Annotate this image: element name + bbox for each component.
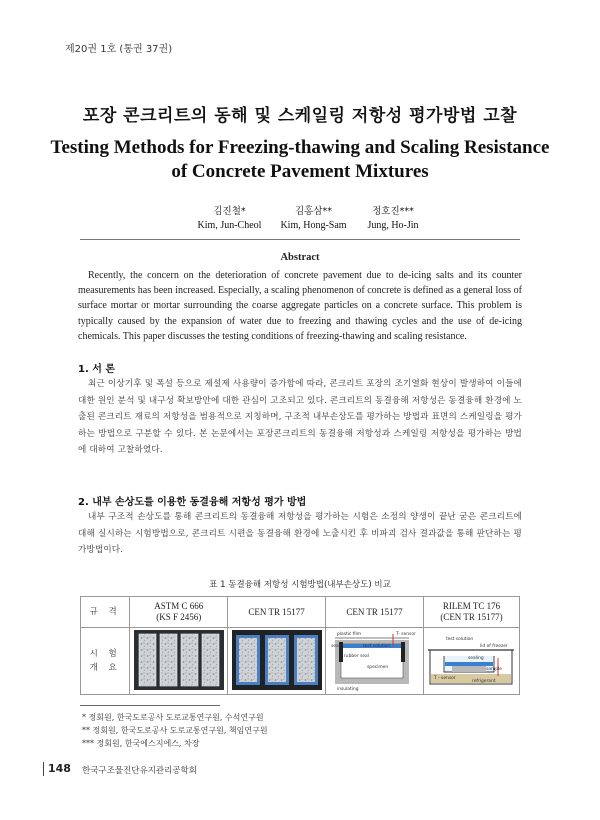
test-solution-layer xyxy=(445,662,493,666)
label-lid-of-freezer: lid of freezer xyxy=(480,644,509,649)
specimen-prism-3 xyxy=(181,634,198,686)
row-label-figure-line1: 시 험 xyxy=(89,649,121,659)
rilem-setup-diagram xyxy=(424,628,518,692)
author-3 xyxy=(348,203,438,231)
table-header-row xyxy=(81,597,520,628)
label-sample: sample xyxy=(486,667,503,672)
label-sealing: sealing xyxy=(468,656,485,661)
specimen-prism-4 xyxy=(202,634,219,686)
footnote-1: * 정회원, 한국도로공사 도로교통연구원, 수석연구원 xyxy=(82,713,264,722)
column-header-astm-line1: ASTM C 666 xyxy=(154,601,204,611)
label-insulating: insulating xyxy=(336,687,358,692)
table-figure-row xyxy=(81,628,520,695)
label-test-solution: test solution xyxy=(446,637,474,642)
abstract-heading: Abstract xyxy=(280,252,320,263)
label-specimen: specimen xyxy=(366,665,388,670)
column-header-astm xyxy=(130,597,228,628)
label-t-sensor: T - sensor xyxy=(434,676,457,681)
table-caption: 표 1 동결융해 저항성 시험방법(내부손상도) 비교 xyxy=(209,580,391,590)
label-plastic-film: plastic film xyxy=(336,632,361,637)
title-english-line2: of Concrete Pavement Mixtures xyxy=(171,161,429,182)
footnote-2: ** 정회원, 한국도로공사 도로교통연구원, 책임연구원 xyxy=(82,726,268,735)
rilem-setup-diagram-cell xyxy=(423,628,519,695)
astm-specimen-photo-cell xyxy=(130,628,228,695)
author-1-korean: 김진철* xyxy=(213,206,246,217)
author-2-english: Kim, Hong-Sam xyxy=(280,220,347,231)
column-header-cen-1: CEN TR 15177 xyxy=(228,597,326,628)
section-1-body: 최근 이상기후 및 폭설 등으로 제설제 사용량이 증가함에 따라, 콘크리트 포장의 조기열화 현상이 발생하여 이들에 대한 원인 분석 및 내구성 확보방안에 대한 관심이 고조되고 있다. 콘크리트의 동결융해 저항성은 동결융해 환경에 노출된 콘크리트 재료의 저항성을 범용적으로 지칭하며, 구조적 내부손상도를 평가하는 방법과 표면의 스케일링을 평가하는 방법으로 구분할 수 있다. 본 논문에서는 포장콘크리트의 동결융해 저항성과 스케일링 저항성을 평가하는 방법에 대하여 고찰하였다. xyxy=(78,379,522,456)
sample-block xyxy=(452,666,486,672)
row-label-figure-line2: 개 요 xyxy=(89,663,121,673)
title-english-line1: Testing Methods for Freezing-thawing and Scaling Resistance xyxy=(50,137,550,158)
column-header-rilem xyxy=(423,597,519,628)
page-number: 148 xyxy=(48,762,71,775)
column-header-rilem-line1: RILEM TC 176 xyxy=(442,601,501,611)
abstract-body: Recently, the concern on the deterioration of concrete pavement due to de-icing salts and its counter measurements has been increased. Especially, a scaling phenomenon of concrete is defined as a general loss of surface mortar or mortar surrounding the coarse aggregate particles on a concrete surface. This problem is typically caused by the expansion of water due to freezing and thawing cycles and the use of de-icing chemicals. This paper discusses the testing conditions of freezing-thawing and scaling resistance. xyxy=(78,270,522,342)
specimen-prism-2 xyxy=(160,634,177,686)
author-1-english: Kim, Jun-Cheol xyxy=(197,220,262,231)
astm-specimen-photo xyxy=(134,630,224,690)
footnotes xyxy=(82,711,268,750)
author-2 xyxy=(266,203,361,231)
cen-setup-diagram-cell xyxy=(326,628,424,695)
specimen-prism-1 xyxy=(139,634,156,686)
author-3-korean: 정호진*** xyxy=(372,206,414,217)
page-number-bar xyxy=(43,762,44,776)
label-refrigerant: refrigerant xyxy=(472,679,496,684)
container-2-specimen xyxy=(268,638,286,682)
column-header-cen-2: CEN TR 15177 xyxy=(326,597,424,628)
section-1-heading: 1. 서 론 xyxy=(78,364,116,375)
journal-name: 한국구조물진단유지관리공학회 xyxy=(82,766,197,776)
label-test-solution: test solution xyxy=(362,644,390,649)
abstract-divider xyxy=(80,239,520,240)
rubber-seal-right xyxy=(401,642,405,662)
author-list xyxy=(0,203,600,237)
row-label-standard: 규 격 xyxy=(81,597,130,628)
column-header-astm-line2: (KS F 2456) xyxy=(156,612,202,622)
title-korean: 포장 콘크리트의 동해 및 스케일링 저항성 평가방법 고찰 xyxy=(82,106,518,126)
label-rubber-seal: rubber seal xyxy=(343,654,369,659)
section-2-body: 내부 구조적 손상도를 통해 콘크리트의 동결융해 저항성을 평가하는 시험은 소정의 양생이 끝난 굳은 콘크리트에 대해 실시하는 시험방법으로, 콘크리트 시편을 동결융해 환경에 노출시킨 후 비파괴 검사 결과값을 통해 판단하는 평가방법이다. xyxy=(78,512,522,556)
specimen-block xyxy=(341,644,403,678)
label-seal: seal xyxy=(330,644,340,649)
author-2-korean: 김홍삼** xyxy=(294,206,333,217)
author-1 xyxy=(182,203,277,231)
cen-setup-diagram xyxy=(327,628,423,692)
container-3-specimen xyxy=(297,638,315,682)
label-t-sensor: T- sensor xyxy=(395,632,416,637)
author-3-english: Jung, Ho-Jin xyxy=(367,220,419,231)
title-english xyxy=(40,136,560,184)
cen-container-photo-cell xyxy=(228,628,326,695)
comparison-table xyxy=(80,596,520,695)
column-header-rilem-line2: (CEN TR 15177) xyxy=(440,612,503,622)
cen-container-photo xyxy=(232,630,322,690)
header-volume: 제20권 1호 (통권 37권) xyxy=(65,44,173,55)
container-1-specimen xyxy=(239,638,257,682)
footnote-3: *** 정회원, 한국에스지에스, 차장 xyxy=(82,739,200,748)
section-2-heading: 2. 내부 손상도를 이용한 동결융해 저항성 평가 방법 xyxy=(78,497,307,508)
footnote-divider xyxy=(80,705,220,706)
row-label-figure xyxy=(81,628,130,695)
